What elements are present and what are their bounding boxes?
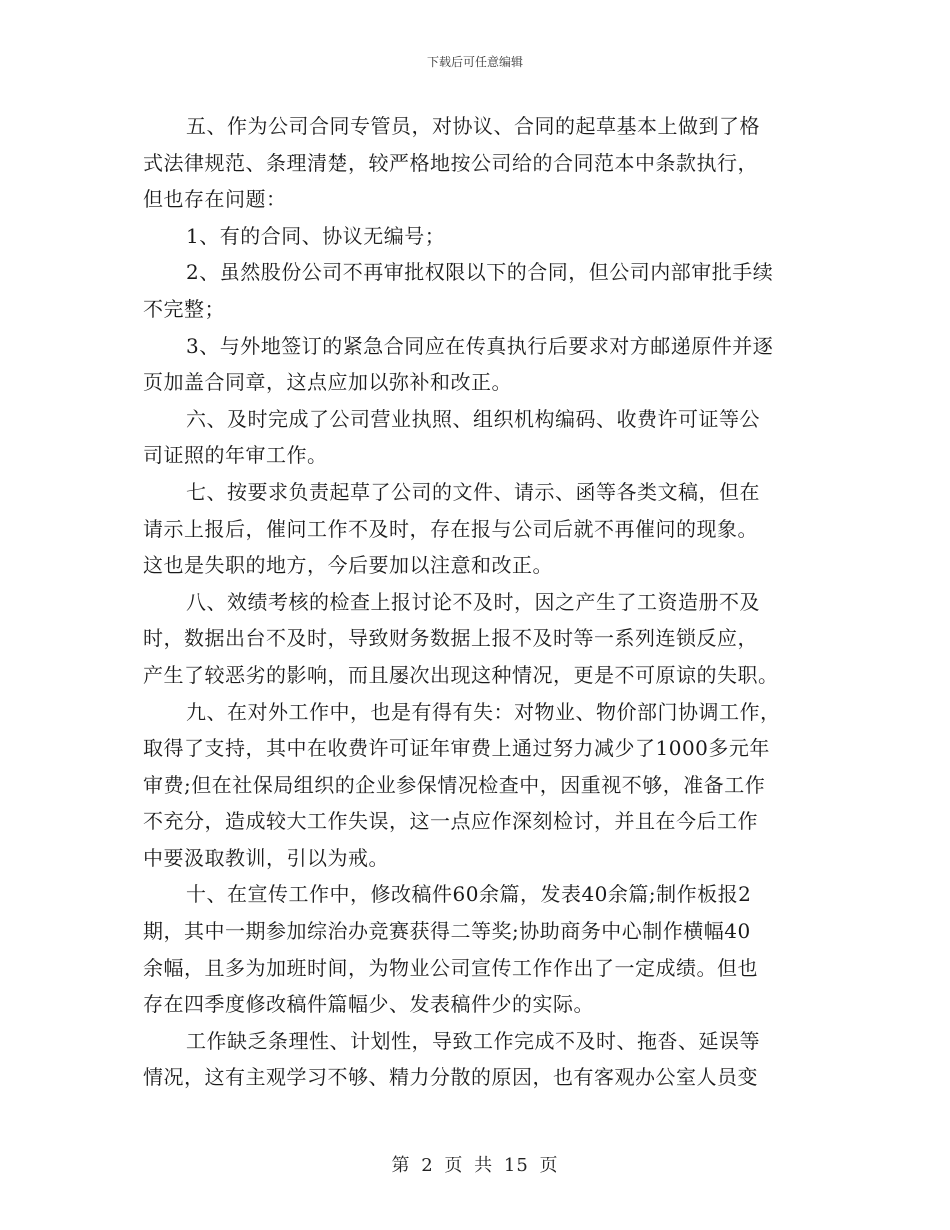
body-line: 七、按要求负责起草了公司的文件、请示、函等各类文稿，但在 xyxy=(186,479,760,504)
body-line: 产生了较恶劣的影响，而且屡次出现这种情况，更是不可原谅的失职。 xyxy=(143,662,779,687)
body-line: 请示上报后，催问工作不及时，存在报与公司后就不再催问的现象。 xyxy=(143,516,758,541)
body-line: 十、在宣传工作中，修改稿件60余篇，发表40余篇;制作板报2 xyxy=(186,882,752,907)
body-line: 不充分，造成较大工作失误，这一点应作深刻检讨，并且在今后工作 xyxy=(143,809,758,834)
body-line: 审费;但在社保局组织的企业参保情况检查中，因重视不够，准备工作 xyxy=(143,772,766,797)
body-line: 不完整； xyxy=(143,296,225,321)
footer-total-word: 共 xyxy=(474,1155,494,1176)
page-footer xyxy=(0,1151,950,1177)
page-header-note: 下载后可任意编辑 xyxy=(426,55,523,69)
body-line: 取得了支持，其中在收费许可证年审费上通过努力减少了1000多元年 xyxy=(143,736,770,761)
body-line: 八、效绩考核的检查上报讨论不及时，因之产生了工资造册不及 xyxy=(186,589,760,614)
body-line: 情况，这有主观学习不够、精力分散的原因，也有客观办公室人员变 xyxy=(143,1065,758,1090)
body-line: 2、虽然股份公司不再审批权限以下的合同，但公司内部审批手续 xyxy=(186,260,774,285)
footer-total-pages: 15 xyxy=(503,1155,529,1176)
body-line: 但也存在问题： xyxy=(143,187,287,212)
body-line: 存在四季度修改稿件篇幅少、发表稿件少的实际。 xyxy=(143,992,594,1017)
body-line: 六、及时完成了公司营业执照、组织机构编码、收费许可证等公 xyxy=(186,406,760,431)
body-line: 时，数据出台不及时，导致财务数据上报不及时等一系列连锁反应， xyxy=(143,626,758,651)
footer-page-word: 页 xyxy=(444,1155,464,1176)
body-line: 期，其中一期参加综治办竞赛获得二等奖;协助商务中心制作横幅40 xyxy=(143,919,751,944)
body-line: 司证照的年审工作。 xyxy=(143,443,328,468)
footer-suffix: 页 xyxy=(539,1155,559,1176)
body-line: 这也是失职的地方，今后要加以注意和改正。 xyxy=(143,553,553,578)
body-line: 余幅，且多为加班时间，为物业公司宣传工作作出了一定成绩。但也 xyxy=(143,955,758,980)
document-body xyxy=(143,108,807,1096)
body-line: 五、作为公司合同专管员，对协议、合同的起草基本上做到了格 xyxy=(186,114,760,138)
body-line: 1、有的合同、协议无编号； xyxy=(186,223,446,248)
body-line: 页加盖合同章，这点应加以弥补和改正。 xyxy=(143,370,512,395)
body-line: 3、与外地签订的紧急合同应在传真执行后要求对方邮递原件并逐 xyxy=(186,333,774,358)
footer-prefix: 第 xyxy=(391,1155,411,1176)
body-line: 工作缺乏条理性、计划性，导致工作完成不及时、拖沓、延误等 xyxy=(186,1028,760,1053)
body-line: 九、在对外工作中，也是有得有失：对物业、物价部门协调工作， xyxy=(186,699,781,724)
body-line: 中要汲取教训，引以为戒。 xyxy=(143,845,389,870)
footer-current-page: 2 xyxy=(421,1155,434,1176)
body-line: 式法律规范、条理清楚，较严格地按公司给的合同范本中条款执行， xyxy=(143,150,758,175)
